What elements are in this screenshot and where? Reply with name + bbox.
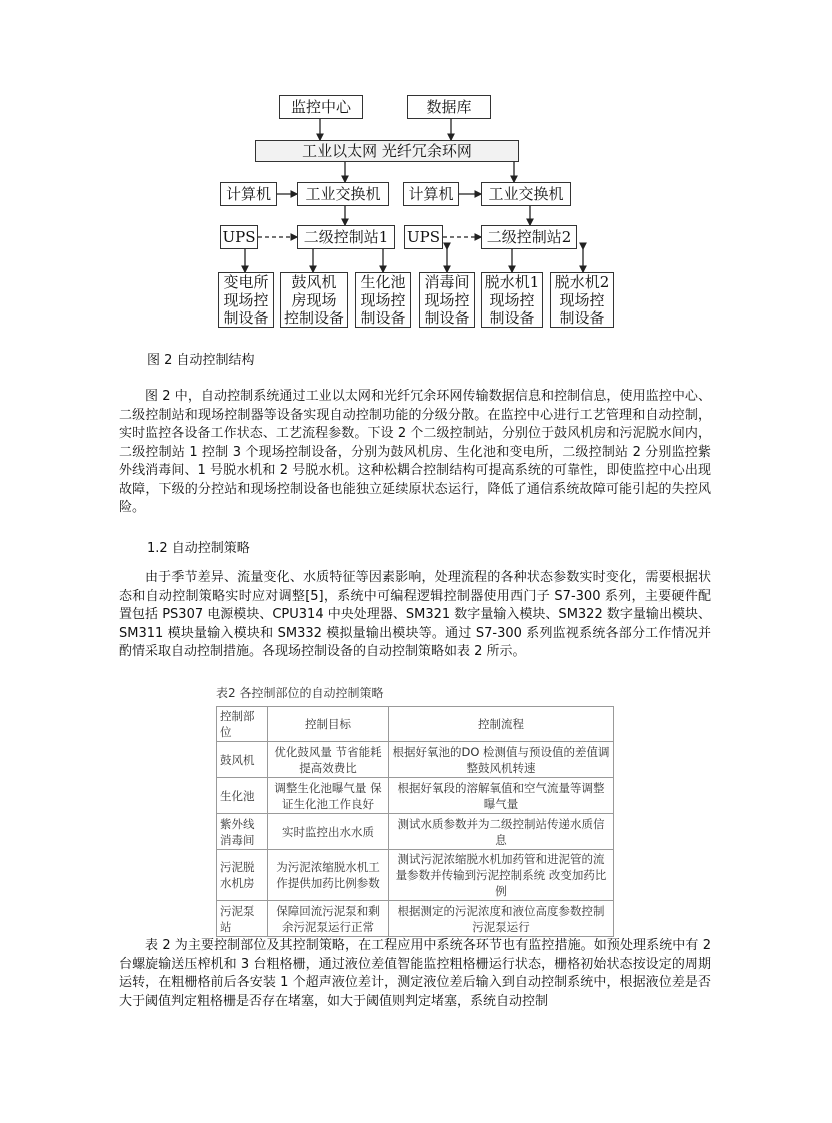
node-device-dewater-1: 脱水机1 现场控 制设备 [481,272,543,328]
node-computer-2: 计算机 [403,182,459,206]
node-device-dewater-2: 脱水机2 现场控 制设备 [550,272,614,328]
paragraph-3-text: 表 2 为主要控制部位及其控制策略，在工程应用中系统各环节也有监控措施。如预处理系统中有 2 台螺旋输送压榨机和 3 台粗格栅，通过液位差值智能监控粗格栅运行状态，栅格初始状态按设定的周期运转，在粗栅格前后各安装 1 个超声液位差计，测定液位差后输入到自动控制系统中，根据液位差是否大于阈值判定粗格栅是否存在堵塞，如大于阈值则判定堵塞，系统自动控制 [119,938,711,1009]
node-switch-1: 工业交换机 [297,182,389,206]
section-heading: 1.2 自动控制策略 [147,541,250,556]
table-header-row [217,707,614,742]
table-row [217,901,614,937]
table-cell: 优化鼓风量 节省能耗 提高效费比 [268,742,389,778]
table-cell: 测试水质参数并为二级控制站传递水质信息 [389,814,614,850]
node-ups-2: UPS [404,225,443,249]
control-structure-diagram [0,0,832,340]
node-station-1: 二级控制站1 [297,225,395,249]
strategy-table [216,706,614,937]
table-cell: 根据测定的污泥浓度和液位高度参数控制污泥泵运行 [389,901,614,937]
paragraph-3 [119,937,711,1011]
table-cell: 根据好氧池的DO 检测值与预设值的差值调整鼓风机转速 [389,742,614,778]
node-computer-1: 计算机 [220,182,277,206]
table-cell: 鼓风机 [217,742,268,778]
node-device-biochem: 生化池 现场控 制设备 [355,272,411,328]
node-database: 数据库 [407,95,491,119]
node-device-substation: 变电所 现场控 制设备 [218,272,274,328]
table-row [217,850,614,901]
table-cell: 污泥泵站 [217,901,268,937]
table-cell: 紫外线消毒间 [217,814,268,850]
table-cell: 实时监控出水水质 [268,814,389,850]
paragraph-1 [119,388,711,518]
table-cell: 根据好氧段的溶解氧值和空气流量等调整曝气量 [389,778,614,814]
table-row [217,814,614,850]
table-cell: 调整生化池曝气量 保证生化池工作良好 [268,778,389,814]
diagram-connectors [0,0,832,340]
paragraph-2 [119,569,711,662]
table-row [217,778,614,814]
table-cell: 污泥脱水机房 [217,850,268,901]
table-header-cell: 控制部位 [217,707,268,742]
node-ups-1: UPS [220,225,258,249]
table-header-cell: 控制流程 [389,707,614,742]
table-cell: 生化池 [217,778,268,814]
node-station-2: 二级控制站2 [481,225,577,249]
table-title: 表2 各控制部位的自动控制策略 [216,686,384,700]
table-row [217,742,614,778]
paragraph-2-text: 由于季节差异、流量变化、水质特征等因素影响，处理流程的各种状态参数实时变化，需要根据状态和自动控制策略实时应对调整[5]，系统中可编程逻辑控制器使用西门子 S7-300 系列，主要硬件配置包括 PS307 电源模块、CPU314 中央处理器、SM321 数字量输入模块、SM322 数字量输出模块、SM311 模块量输入模块和 SM332 模拟量输出模块等。通过 S7-300 系列监视系统各部分工作情况并酌情采取自动控制措施。各现场控制设备的自动控制策略如表 2 所示。 [119,570,711,659]
node-switch-2: 工业交换机 [481,182,571,206]
table-cell: 为污泥浓缩脱水机工作提供加药比例参数 [268,850,389,901]
table-cell: 保障回流污泥泵和剩余污泥泵运行正常 [268,901,389,937]
node-device-disinfection: 消毒间 现场控 制设备 [419,272,475,328]
node-network: 工业以太网 光纤冗余环网 [255,140,519,162]
paragraph-1-text: 图 2 中，自动控制系统通过工业以太网和光纤冗余环网传输数据信息和控制信息，使用监控中心、二级控制站和现场控制器等设备实现自动控制功能的分级分散。在监控中心进行工艺管理和自动控制，实时监控各设备工作状态、工艺流程参数。下设 2 个二级控制站，分别位于鼓风机房和污泥脱水间内，二级控制站 1 控制 3 个现场控制设备，分别为鼓风机房、生化池和变电所，二级控制站 2 分别监控紫外线消毒间、1 号脱水机和 2 号脱水机。这种松耦合控制结构可提高系统的可靠性，即使监控中心出现故障，下级的分控站和现场控制设备也能独立延续原状态运行，降低了通信系统故障可能引起的失控风险。 [119,389,711,515]
table-cell: 测试污泥浓缩脱水机加药管和进泥管的流量参数并传输到污泥控制系统 改变加药比例 [389,850,614,901]
figure-caption: 图 2 自动控制结构 [147,353,255,368]
table-header-cell: 控制目标 [268,707,389,742]
node-device-blower: 鼓风机 房现场 控制设备 [280,272,348,328]
node-monitor-center: 监控中心 [279,95,363,119]
